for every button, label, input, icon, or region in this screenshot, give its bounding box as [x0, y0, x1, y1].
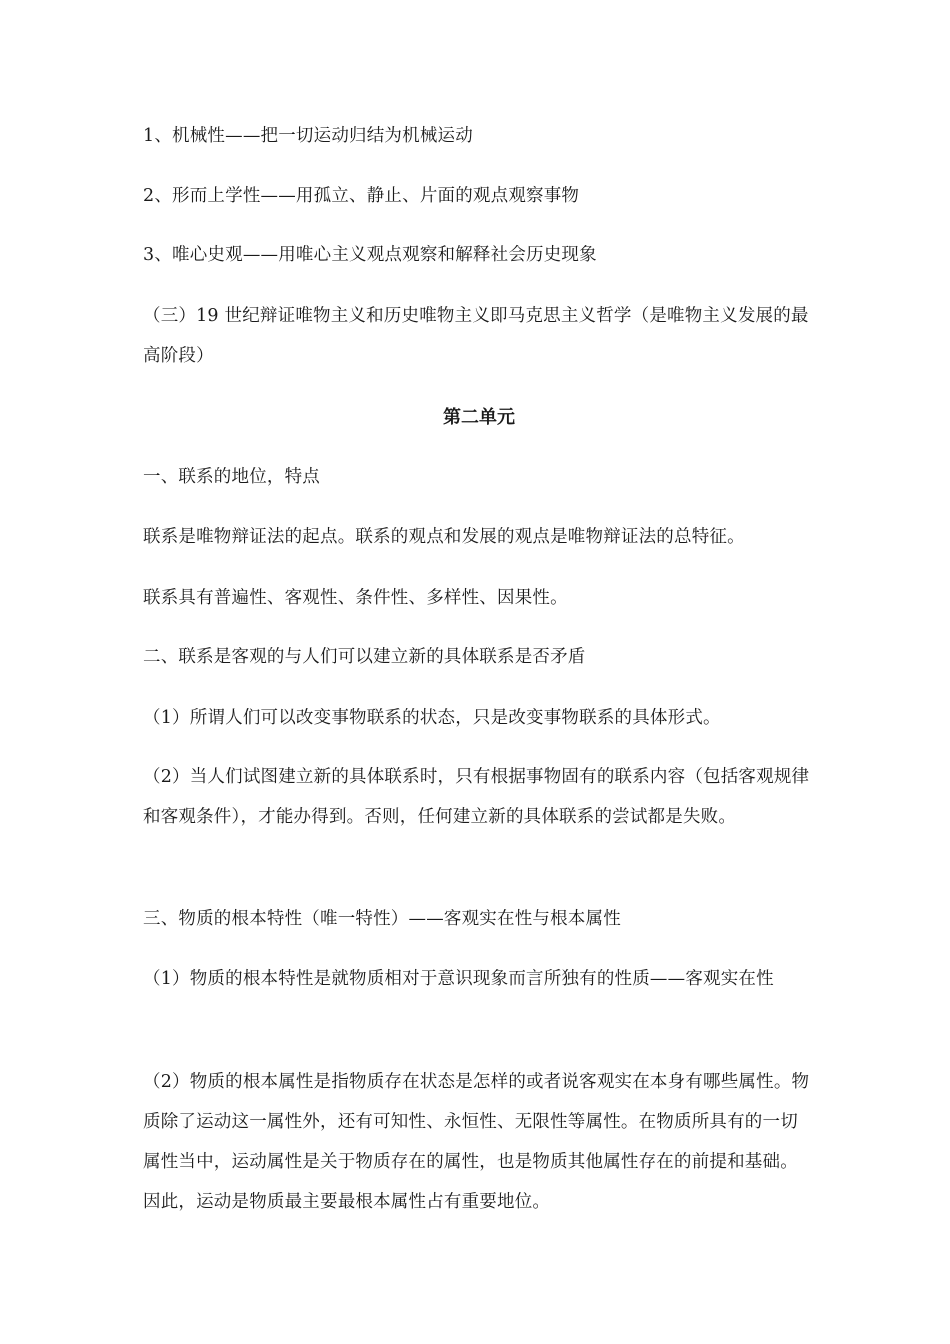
paragraph-mechanical: 1、机械性——把一切运动归结为机械运动 [143, 126, 473, 146]
paragraph-connection-question: 二、联系是客观的与人们可以建立新的具体联系是否矛盾 [143, 647, 586, 667]
paragraph-connection-status: 一、联系的地位，特点 [143, 467, 320, 487]
section-heading: 第二单元 [443, 407, 515, 428]
paragraph-matter-property: 三、物质的根本特性（唯一特性）——客观实在性与根本属性 [143, 909, 621, 929]
paragraph-idealist-history: 3、唯心史观——用唯心主义观点观察和解释社会历史现象 [143, 245, 597, 265]
paragraph-new-connection: （2）当人们试图建立新的具体联系时，只有根据事物固有的联系内容（包括客观规律和客观条件），才能办得到。否则，任何建立新的具体联系的尝试都是失败。 [143, 767, 810, 827]
paragraph-objective-reality: （1）物质的根本特性是就物质相对于意识现象而言所独有的性质——客观实在性 [143, 969, 774, 989]
paragraph-change-form: （1）所谓人们可以改变事物联系的状态，只是改变事物联系的具体形式。 [143, 708, 721, 728]
paragraph-connection-start: 联系是唯物辩证法的起点。联系的观点和发展的观点是唯物辩证法的总特征。 [143, 527, 745, 547]
paragraph-metaphysical: 2、形而上学性——用孤立、静止、片面的观点观察事物 [143, 186, 580, 206]
paragraph-marxist-philosophy: （三）19 世纪辩证唯物主义和历史唯物主义即马克思主义哲学（是唯物主义发展的最高阶段） [143, 306, 809, 366]
paragraph-connection-traits: 联系具有普遍性、客观性、条件性、多样性、因果性。 [143, 588, 568, 608]
paragraph-fundamental-attribute: （2）物质的根本属性是指物质存在状态是怎样的或者说客观实在本身有哪些属性。物质除了运动这一属性外，还有可知性、永恒性、无限性等属性。在物质所具有的一切属性当中，运动属性是关于物质存在的属性，也是物质其他属性存在的前提和基础。因此，运动是物质最主要最根本属性占有重要地位。 [143, 1072, 810, 1212]
